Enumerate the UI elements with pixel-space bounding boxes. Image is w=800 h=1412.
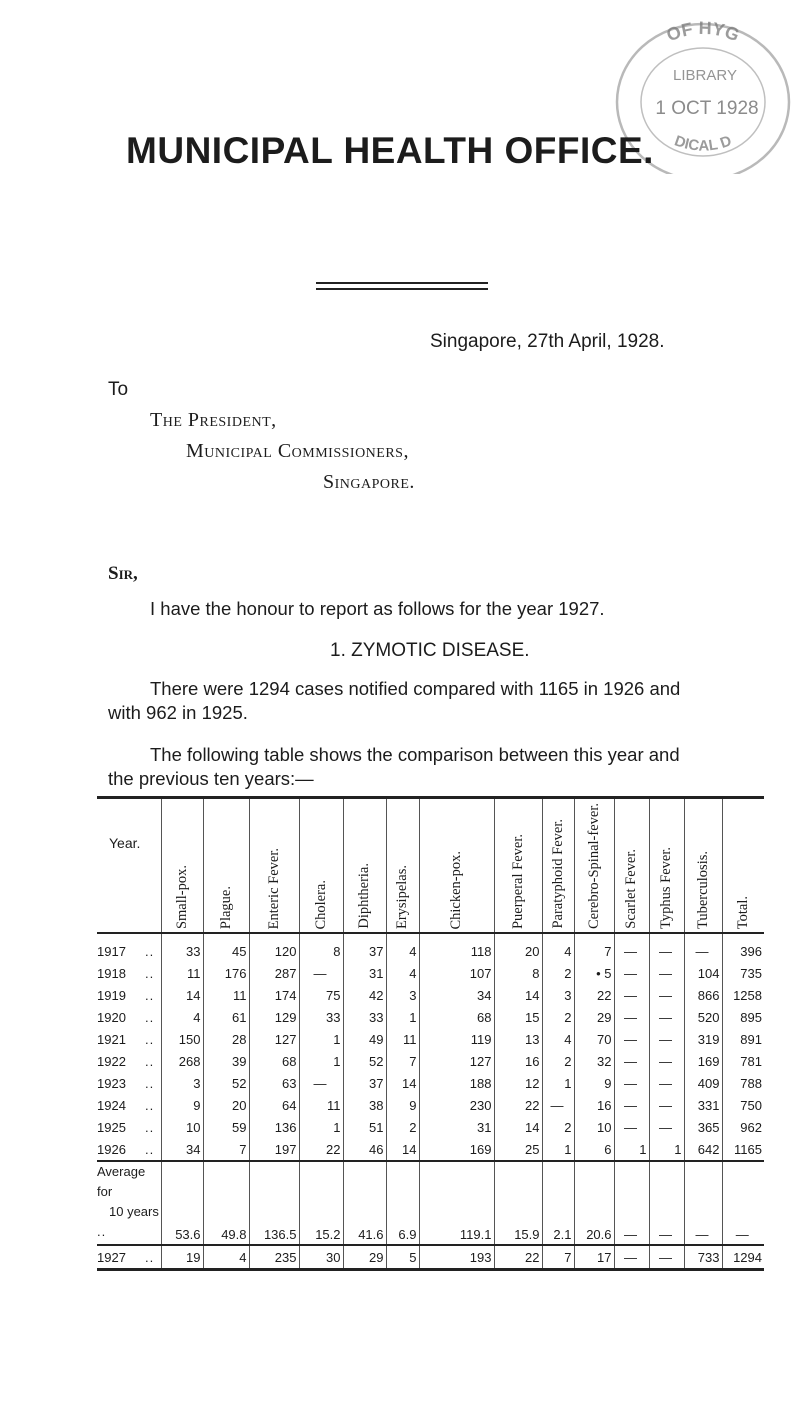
table-cell: 118 (419, 933, 494, 962)
table-cell: 750 (740, 1097, 762, 1113)
table-cell: 22 (574, 984, 614, 1006)
table-cell: 22 (494, 1094, 542, 1116)
stamp-date-text: 1 OCT 1928 (655, 98, 759, 119)
table-cell: 268 (161, 1050, 203, 1072)
col-header: Scarlet Fever. (614, 798, 649, 934)
table-cell: 52 (343, 1050, 386, 1072)
year-cell (97, 1245, 161, 1270)
table-cell: 75 (299, 984, 343, 1006)
year-label: 1923 (97, 1075, 126, 1091)
table-cell: 45 (203, 933, 249, 962)
year-cell (97, 1161, 161, 1245)
year-cell (97, 1138, 161, 1161)
table-row (97, 1072, 764, 1094)
table-row (97, 1116, 764, 1138)
table-cell: — (614, 1245, 649, 1270)
table-cell: • 5 (574, 962, 614, 984)
table-cell: 68 (419, 1006, 494, 1028)
table-cell: 14 (386, 1138, 419, 1161)
table-cell: 64 (249, 1094, 299, 1116)
table-cell: 29 (343, 1245, 386, 1270)
year-cell (97, 1072, 161, 1094)
table-cell: 1258 (733, 987, 762, 1003)
table-cell: 15 (494, 1006, 542, 1028)
year-label: 1921 (97, 1031, 126, 1047)
year-label: 1927 (97, 1249, 126, 1265)
table-cell: 891 (740, 1031, 762, 1047)
table-cell: 733 (684, 1245, 722, 1270)
table-cell: 150 (161, 1028, 203, 1050)
table-cell: 17 (574, 1245, 614, 1270)
paragraph-1-line-2: with 962 in 1925. (108, 702, 248, 723)
table-cell: 119 (419, 1028, 494, 1050)
table-cell: 70 (574, 1028, 614, 1050)
table-cell: 61 (203, 1006, 249, 1028)
table-cell: 287 (249, 962, 299, 984)
table-cell: 127 (249, 1028, 299, 1050)
table-cell: 104 (684, 962, 722, 984)
table-cell: 28 (203, 1028, 249, 1050)
leader-dots: .. (145, 965, 155, 981)
table-cell: 2 (542, 1050, 574, 1072)
year-cell (97, 1050, 161, 1072)
table-cell: — (649, 1245, 684, 1270)
year-label: 1920 (97, 1009, 126, 1025)
table-cell: 136 (249, 1116, 299, 1138)
col-header: Total. (722, 798, 764, 934)
table-cell: 4 (386, 962, 419, 984)
table-cell: — (649, 933, 684, 962)
table-cell: 20.6 (574, 1161, 614, 1245)
table-cell: 4 (386, 933, 419, 962)
table-row (97, 1050, 764, 1072)
table-cell: 119.1 (419, 1161, 494, 1245)
table-cell: 788 (740, 1075, 762, 1091)
table-cell: 32 (574, 1050, 614, 1072)
table-cell: 2 (542, 1116, 574, 1138)
table-cell: 22 (494, 1245, 542, 1270)
table-cell: 15.2 (299, 1161, 343, 1245)
table-cell: — (299, 1072, 343, 1094)
leader-dots: .. (97, 1224, 107, 1240)
table-cell: 33 (299, 1006, 343, 1028)
table-cell: 29 (574, 1006, 614, 1028)
table-row (97, 984, 764, 1006)
table-cell: — (649, 1006, 684, 1028)
table-cell: 127 (419, 1050, 494, 1072)
table-cell: 9 (161, 1094, 203, 1116)
table-cell: 365 (684, 1116, 722, 1138)
table-cell: 866 (684, 984, 722, 1006)
paragraph-2-line-1: The following table shows the comparison between this year and (150, 744, 680, 765)
table-row (97, 1006, 764, 1028)
table-cell: 7 (386, 1050, 419, 1072)
col-header: Plague. (203, 798, 249, 934)
table-cell: — (614, 1028, 649, 1050)
leader-dots: .. (145, 1031, 155, 1047)
table-cell: 8 (299, 933, 343, 962)
table-cell: — (614, 962, 649, 984)
col-header: Enteric Fever. (249, 798, 299, 934)
table-cell: 25 (494, 1138, 542, 1161)
year-label: Average for (97, 1164, 146, 1200)
table-cell: 962 (740, 1119, 762, 1135)
table-cell: 4 (542, 1028, 574, 1050)
table-cell: 6.9 (386, 1161, 419, 1245)
table-cell: — (649, 1072, 684, 1094)
table-cell: 331 (684, 1094, 722, 1116)
year-label: 1917 (97, 943, 126, 959)
table-cell: 10 (161, 1116, 203, 1138)
table-cell: 19 (161, 1245, 203, 1270)
table-cell: 235 (249, 1245, 299, 1270)
address-line-3: Singapore. (323, 471, 415, 493)
title-rule-lower (316, 288, 488, 290)
col-header: Chicken-pox. (419, 798, 494, 934)
table-cell: 1 (386, 1006, 419, 1028)
table-cell: 34 (419, 984, 494, 1006)
year-cell (97, 1028, 161, 1050)
table-cell: 3 (161, 1072, 203, 1094)
table-cell: 34 (161, 1138, 203, 1161)
table-cell: — (649, 1161, 684, 1245)
table-cell: 59 (203, 1116, 249, 1138)
table-cell: 52 (203, 1072, 249, 1094)
stamp-bottom-text: DICAL D (672, 132, 734, 155)
paragraph-2-line-2: the previous ten years:— (108, 768, 314, 789)
table-cell: — (649, 962, 684, 984)
table-cell: 1 (299, 1028, 343, 1050)
table-cell: 14 (494, 1116, 542, 1138)
leader-dots: .. (145, 1053, 155, 1069)
table-row (97, 1094, 764, 1116)
year-label: 1926 (97, 1141, 126, 1157)
table-cell: 895 (740, 1009, 762, 1025)
table-cell: 174 (249, 984, 299, 1006)
table-cell: 2.1 (542, 1161, 574, 1245)
page-title: MUNICIPAL HEALTH OFFICE. (126, 130, 654, 171)
table-cell: 15.9 (494, 1161, 542, 1245)
table-cell: 1 (542, 1138, 574, 1161)
leader-dots: .. (145, 1249, 155, 1265)
table-cell: 42 (343, 984, 386, 1006)
table-cell: 11 (161, 962, 203, 984)
table-cell: — (614, 984, 649, 1006)
table-cell: 33 (343, 1006, 386, 1028)
leader-dots: .. (145, 1141, 155, 1157)
table-cell: 4 (542, 933, 574, 962)
dateline: Singapore, 27th April, 1928. (430, 331, 665, 352)
col-header: Erysipelas. (386, 798, 419, 934)
year-cell (97, 962, 161, 984)
table-cell: 5 (386, 1245, 419, 1270)
table-cell: 13 (494, 1028, 542, 1050)
table-cell: 520 (684, 1006, 722, 1028)
table-cell: 30 (299, 1245, 343, 1270)
table-cell: 31 (419, 1116, 494, 1138)
col-header: Small-pox. (161, 798, 203, 934)
table-cell: 33 (161, 933, 203, 962)
table-cell: 129 (249, 1006, 299, 1028)
col-header: Cerebro-Spinal-fever. (574, 798, 614, 934)
table-cell: — (614, 1116, 649, 1138)
table-row (97, 1138, 764, 1161)
table-cell: 39 (203, 1050, 249, 1072)
table-cell: 14 (161, 984, 203, 1006)
table-cell: 7 (574, 933, 614, 962)
leader-dots: .. (145, 1075, 155, 1091)
table-cell: — (614, 1161, 649, 1245)
table-row (97, 933, 764, 962)
table-cell: 2 (542, 962, 574, 984)
table-cell: 7 (542, 1245, 574, 1270)
table-cell: 49 (343, 1028, 386, 1050)
table-cell: 63 (249, 1072, 299, 1094)
year-label: 1918 (97, 965, 126, 981)
year-label: 1919 (97, 987, 126, 1003)
table-cell: 1 (299, 1050, 343, 1072)
year-cell (97, 933, 161, 962)
salutation-to: To (108, 379, 129, 400)
paragraph-1-line-1: There were 1294 cases notified compared with 1165 in 1926 and (150, 678, 681, 699)
table-cell: 176 (203, 962, 249, 984)
table-cell: 169 (684, 1050, 722, 1072)
table-cell: 20 (203, 1094, 249, 1116)
year-column-header: Year. (97, 798, 161, 934)
table-cell: 14 (494, 984, 542, 1006)
year-label: 1925 (97, 1119, 126, 1135)
table-cell: — (614, 933, 649, 962)
leader-dots: .. (145, 1009, 155, 1025)
table-cell: 6 (574, 1138, 614, 1161)
col-header: Typhus Fever. (649, 798, 684, 934)
table-cell: 4 (203, 1245, 249, 1270)
table-cell: 11 (386, 1028, 419, 1050)
table-cell: 22 (299, 1138, 343, 1161)
table-cell: — (299, 962, 343, 984)
table-cell: — (649, 1028, 684, 1050)
table-cell: 4 (161, 1006, 203, 1028)
average-row (97, 1161, 764, 1245)
table-cell: — (684, 933, 722, 962)
table-cell: — (722, 1161, 764, 1245)
table-cell: 1 (614, 1138, 649, 1161)
leader-dots: .. (145, 987, 155, 1003)
table-cell: — (614, 1094, 649, 1116)
table-cell: 396 (740, 943, 762, 959)
table-cell: 409 (684, 1072, 722, 1094)
svg-text:OF HYG (664, 18, 743, 45)
salutation: Sir, (108, 563, 138, 584)
stamp-middle-text: LIBRARY (673, 67, 737, 84)
table-header-row (97, 798, 764, 934)
table-cell: 14 (386, 1072, 419, 1094)
table-cell: 1 (649, 1138, 684, 1161)
col-header: Tuberculosis. (684, 798, 722, 934)
year-label: 10 years (109, 1204, 159, 1220)
table-cell: 120 (249, 933, 299, 962)
table-cell: 781 (740, 1053, 762, 1069)
intro-paragraph: I have the honour to report as follows for the year 1927. (150, 598, 605, 619)
year-cell (97, 1094, 161, 1116)
table-cell: 735 (740, 965, 762, 981)
table-cell: 37 (343, 933, 386, 962)
table-cell: 2 (542, 1006, 574, 1028)
table-cell: 1 (542, 1072, 574, 1094)
table-cell: 9 (386, 1094, 419, 1116)
table-cell: 11 (203, 984, 249, 1006)
col-header: Diphtheria. (343, 798, 386, 934)
zymotic-disease-table (97, 796, 764, 1271)
table-cell: 38 (343, 1094, 386, 1116)
table-cell: 46 (343, 1138, 386, 1161)
table-cell: 3 (386, 984, 419, 1006)
table-cell: — (542, 1094, 574, 1116)
year-label: 1922 (97, 1053, 126, 1069)
table-cell: 319 (684, 1028, 722, 1050)
table-cell: 136.5 (249, 1161, 299, 1245)
col-header: Cholera. (299, 798, 343, 934)
table-cell: 2 (386, 1116, 419, 1138)
table-cell: 16 (574, 1094, 614, 1116)
table-cell: 169 (419, 1138, 494, 1161)
table-cell: 10 (574, 1116, 614, 1138)
table-cell: — (649, 1050, 684, 1072)
col-header: Puerperal Fever. (494, 798, 542, 934)
table-cell: 9 (574, 1072, 614, 1094)
table-cell: 1 (299, 1116, 343, 1138)
table-cell: 1294 (722, 1245, 764, 1270)
table-cell: — (614, 1006, 649, 1028)
table-cell: 8 (494, 962, 542, 984)
table-cell: — (684, 1161, 722, 1245)
leader-dots: .. (145, 1097, 155, 1113)
year-label: 1924 (97, 1097, 126, 1113)
current-year-row (97, 1245, 764, 1270)
table-cell: 188 (419, 1072, 494, 1094)
table-cell: 107 (419, 962, 494, 984)
table-cell: 642 (684, 1138, 722, 1161)
table-cell: 3 (542, 984, 574, 1006)
table-cell: 197 (249, 1138, 299, 1161)
table-cell: 230 (419, 1094, 494, 1116)
table-cell: 41.6 (343, 1161, 386, 1245)
table-cell: 7 (203, 1138, 249, 1161)
table-cell: 49.8 (203, 1161, 249, 1245)
table-cell: — (649, 984, 684, 1006)
year-cell (97, 1006, 161, 1028)
table-cell: — (649, 1116, 684, 1138)
table-cell: 193 (419, 1245, 494, 1270)
table-cell: — (614, 1072, 649, 1094)
table-cell: — (614, 1050, 649, 1072)
title-rule-upper (316, 282, 488, 284)
section-title: 1. ZYMOTIC DISEASE. (330, 640, 530, 661)
col-header: Paratyphoid Fever. (542, 798, 574, 934)
address-line-2: Municipal Commissioners, (186, 440, 409, 462)
address-line-1: The President, (150, 409, 277, 431)
table-cell: 51 (343, 1116, 386, 1138)
year-cell (97, 984, 161, 1006)
table-row (97, 1028, 764, 1050)
table-cell: 1165 (734, 1141, 762, 1157)
table-cell: 16 (494, 1050, 542, 1072)
table-row (97, 962, 764, 984)
table-cell: 31 (343, 962, 386, 984)
table-cell: 68 (249, 1050, 299, 1072)
leader-dots: .. (145, 943, 155, 959)
stamp-top-text: OF HYG (663, 17, 743, 46)
leader-dots: .. (145, 1119, 155, 1135)
table-cell: 20 (494, 933, 542, 962)
table-cell: — (649, 1094, 684, 1116)
table-cell: 12 (494, 1072, 542, 1094)
table-cell: 53.6 (161, 1161, 203, 1245)
year-cell (97, 1116, 161, 1138)
table-cell: 11 (299, 1094, 343, 1116)
table-cell: 37 (343, 1072, 386, 1094)
